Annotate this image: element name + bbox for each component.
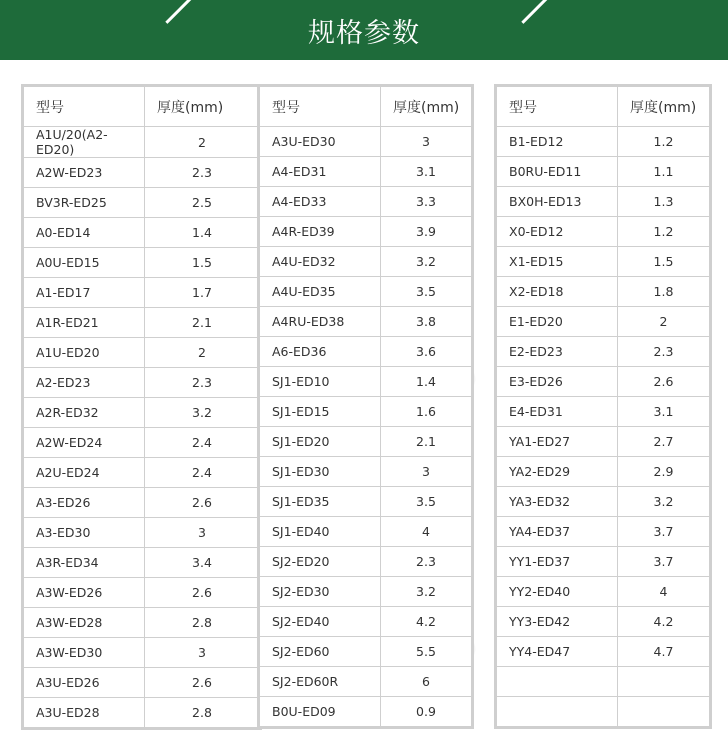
table-row (497, 637, 710, 667)
table-row (260, 397, 472, 427)
cell-thickness: 2 (145, 338, 260, 368)
table-row (260, 427, 472, 457)
cell-thickness (618, 697, 710, 727)
table-row (260, 247, 472, 277)
cell-thickness: 3.9 (381, 217, 472, 247)
cell-model: A1U-ED20 (24, 338, 145, 368)
cell-thickness: 3.8 (381, 307, 472, 337)
cell-thickness: 2.8 (145, 608, 260, 638)
cell-model: A0U-ED15 (24, 248, 145, 278)
cell-model: A2W-ED24 (24, 428, 145, 458)
table-row (260, 697, 472, 727)
table-row (24, 278, 260, 308)
cell-thickness: 1.4 (145, 218, 260, 248)
cell-model: A1R-ED21 (24, 308, 145, 338)
table-row (497, 517, 710, 547)
table-row (497, 547, 710, 577)
cell-model: E1-ED20 (497, 307, 618, 337)
cell-thickness: 3.7 (618, 547, 710, 577)
table-row (260, 277, 472, 307)
cell-model: X1-ED15 (497, 247, 618, 277)
cell-model: A1U/20(A2-ED20) (24, 127, 145, 158)
cell-thickness: 2.4 (145, 458, 260, 488)
table-row (497, 697, 710, 727)
cell-model: A1-ED17 (24, 278, 145, 308)
table-row (260, 127, 472, 157)
cell-model: X2-ED18 (497, 277, 618, 307)
cell-model: X0-ED12 (497, 217, 618, 247)
cell-model: A3U-ED30 (260, 127, 381, 157)
cell-thickness: 1.7 (145, 278, 260, 308)
cell-model: YY1-ED37 (497, 547, 618, 577)
table-row (260, 337, 472, 367)
table-row (24, 398, 260, 428)
cell-model: A3U-ED28 (24, 698, 145, 728)
cell-thickness: 3.6 (381, 337, 472, 367)
cell-thickness: 3 (381, 457, 472, 487)
cell-model: YA1-ED27 (497, 427, 618, 457)
cell-thickness: 2.3 (145, 368, 260, 398)
table-header-row (497, 87, 710, 127)
cell-model: A0-ED14 (24, 218, 145, 248)
cell-model: YY3-ED42 (497, 607, 618, 637)
cell-thickness: 4.2 (618, 607, 710, 637)
table-row (497, 307, 710, 337)
cell-thickness: 2.6 (145, 668, 260, 698)
table-row (260, 637, 472, 667)
cell-model: SJ1-ED35 (260, 487, 381, 517)
table-row (497, 217, 710, 247)
cell-thickness: 2.1 (381, 427, 472, 457)
cell-model: SJ2-ED40 (260, 607, 381, 637)
table-row (24, 428, 260, 458)
cell-thickness: 3 (145, 638, 260, 668)
table-row (497, 397, 710, 427)
table-row (260, 667, 472, 697)
cell-thickness: 2.3 (618, 337, 710, 367)
table-row (497, 667, 710, 697)
cell-model: B0U-ED09 (260, 697, 381, 727)
table-row (24, 488, 260, 518)
table-row (24, 188, 260, 218)
cell-thickness: 3.1 (381, 157, 472, 187)
cell-model: A3W-ED26 (24, 578, 145, 608)
cell-model: BV3R-ED25 (24, 188, 145, 218)
table-row (497, 277, 710, 307)
cell-thickness: 2.3 (381, 547, 472, 577)
cell-model: A4-ED31 (260, 157, 381, 187)
cell-thickness: 1.5 (145, 248, 260, 278)
cell-model: A3W-ED30 (24, 638, 145, 668)
column-header-model: 型号 (24, 87, 145, 127)
cell-model: A3U-ED26 (24, 668, 145, 698)
cell-thickness: 2.5 (145, 188, 260, 218)
cell-thickness: 1.5 (618, 247, 710, 277)
cell-model: A3-ED26 (24, 488, 145, 518)
table-row (24, 158, 260, 188)
table-row (497, 337, 710, 367)
cell-model: YA4-ED37 (497, 517, 618, 547)
cell-model: B1-ED12 (497, 127, 618, 157)
cell-thickness: 2.8 (145, 698, 260, 728)
table-row (24, 548, 260, 578)
cell-model: A2-ED23 (24, 368, 145, 398)
cell-thickness: 1.3 (618, 187, 710, 217)
cell-thickness: 1.2 (618, 127, 710, 157)
cell-thickness: 3.2 (618, 487, 710, 517)
cell-thickness: 2.7 (618, 427, 710, 457)
table-row (497, 487, 710, 517)
spec-table-2 (257, 84, 474, 729)
table-row (260, 367, 472, 397)
cell-model: YY4-ED47 (497, 637, 618, 667)
table-row (497, 607, 710, 637)
table-row (24, 458, 260, 488)
cell-thickness: 4.2 (381, 607, 472, 637)
cell-model: SJ1-ED20 (260, 427, 381, 457)
table-row (24, 338, 260, 368)
cell-model: SJ2-ED30 (260, 577, 381, 607)
cell-thickness: 1.4 (381, 367, 472, 397)
cell-model: A2U-ED24 (24, 458, 145, 488)
table-row (24, 218, 260, 248)
cell-model: A3-ED30 (24, 518, 145, 548)
cell-model: A2W-ED23 (24, 158, 145, 188)
cell-model (497, 697, 618, 727)
cell-thickness: 5.5 (381, 637, 472, 667)
cell-thickness: 4 (618, 577, 710, 607)
cell-model: YA2-ED29 (497, 457, 618, 487)
cell-model: A6-ED36 (260, 337, 381, 367)
table-row (497, 187, 710, 217)
cell-thickness: 2 (145, 127, 260, 158)
cell-thickness: 3.5 (381, 277, 472, 307)
table-row (24, 578, 260, 608)
table-row (260, 457, 472, 487)
table-header-row (24, 87, 260, 127)
cell-model (497, 667, 618, 697)
cell-thickness: 2.3 (145, 158, 260, 188)
table-row (24, 668, 260, 698)
spec-table-3 (494, 84, 712, 729)
column-header-thickness: 厚度(mm) (381, 87, 472, 127)
cell-thickness: 3 (145, 518, 260, 548)
column-header-model: 型号 (497, 87, 618, 127)
cell-model: SJ1-ED15 (260, 397, 381, 427)
table-row (24, 368, 260, 398)
cell-model: BX0H-ED13 (497, 187, 618, 217)
cell-model: A2R-ED32 (24, 398, 145, 428)
cell-thickness: 3.5 (381, 487, 472, 517)
cell-model: A4U-ED32 (260, 247, 381, 277)
table-row (24, 608, 260, 638)
cell-model: SJ2-ED60 (260, 637, 381, 667)
cell-thickness: 4 (381, 517, 472, 547)
cell-thickness: 3.1 (618, 397, 710, 427)
cell-model: A3R-ED34 (24, 548, 145, 578)
cell-thickness: 1.1 (618, 157, 710, 187)
table-row (24, 518, 260, 548)
cell-thickness: 2.4 (145, 428, 260, 458)
cell-model: SJ2-ED60R (260, 667, 381, 697)
page-title: 规格参数 (308, 18, 420, 49)
cell-model: A4-ED33 (260, 187, 381, 217)
cell-thickness: 0.9 (381, 697, 472, 727)
cell-model: SJ2-ED20 (260, 547, 381, 577)
cell-thickness: 2.6 (618, 367, 710, 397)
cell-model: SJ1-ED30 (260, 457, 381, 487)
table-row (497, 247, 710, 277)
cell-model: E2-ED23 (497, 337, 618, 367)
cell-thickness: 3.2 (381, 577, 472, 607)
cell-model: A3W-ED28 (24, 608, 145, 638)
table-row (260, 307, 472, 337)
cell-thickness (618, 667, 710, 697)
table-row (24, 698, 260, 728)
cell-thickness: 3.4 (145, 548, 260, 578)
table-row (260, 487, 472, 517)
table-row (260, 577, 472, 607)
cell-thickness: 2.6 (145, 488, 260, 518)
cell-thickness: 1.8 (618, 277, 710, 307)
table-row (260, 187, 472, 217)
column-header-thickness: 厚度(mm) (145, 87, 260, 127)
cell-thickness: 1.6 (381, 397, 472, 427)
column-header-model: 型号 (260, 87, 381, 127)
cell-thickness: 3.7 (618, 517, 710, 547)
cell-thickness: 6 (381, 667, 472, 697)
table-row (497, 157, 710, 187)
cell-model: E3-ED26 (497, 367, 618, 397)
cell-model: B0RU-ED11 (497, 157, 618, 187)
cell-model: SJ1-ED40 (260, 517, 381, 547)
table-row (497, 127, 710, 157)
cell-model: YA3-ED32 (497, 487, 618, 517)
table-row (24, 308, 260, 338)
cell-thickness: 1.2 (618, 217, 710, 247)
cell-thickness: 2.1 (145, 308, 260, 338)
cell-thickness: 2.6 (145, 578, 260, 608)
cell-thickness: 4.7 (618, 637, 710, 667)
cell-thickness: 3.2 (381, 247, 472, 277)
header-banner (0, 0, 728, 60)
table-row (260, 217, 472, 247)
cell-thickness: 2 (618, 307, 710, 337)
table-row (497, 367, 710, 397)
cell-model: E4-ED31 (497, 397, 618, 427)
cell-thickness: 3.2 (145, 398, 260, 428)
cell-thickness: 3.3 (381, 187, 472, 217)
cell-model: A4R-ED39 (260, 217, 381, 247)
table-row (24, 127, 260, 158)
cell-model: A4RU-ED38 (260, 307, 381, 337)
table-row (260, 607, 472, 637)
table-row (24, 638, 260, 668)
spec-table-1 (21, 84, 262, 730)
table-row (497, 457, 710, 487)
column-header-thickness: 厚度(mm) (618, 87, 710, 127)
table-row (24, 248, 260, 278)
table-header-row (260, 87, 472, 127)
cell-model: SJ1-ED10 (260, 367, 381, 397)
table-row (260, 517, 472, 547)
table-row (497, 427, 710, 457)
cell-model: YY2-ED40 (497, 577, 618, 607)
cell-thickness: 3 (381, 127, 472, 157)
cell-thickness: 2.9 (618, 457, 710, 487)
table-row (497, 577, 710, 607)
cell-model: A4U-ED35 (260, 277, 381, 307)
table-row (260, 157, 472, 187)
table-row (260, 547, 472, 577)
